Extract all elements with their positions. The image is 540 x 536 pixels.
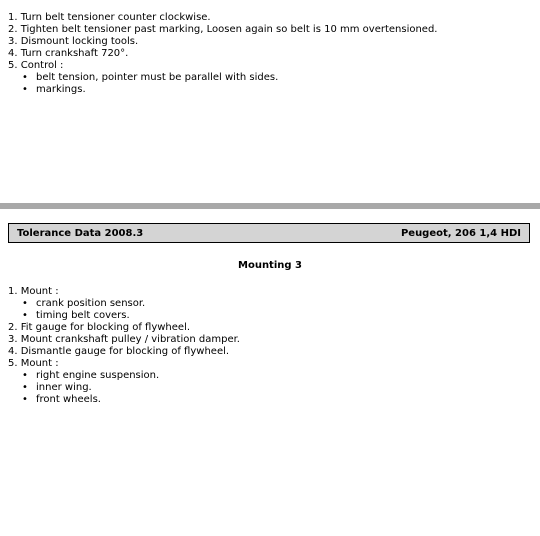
top-step-5-sublist xyxy=(8,72,532,96)
top-step-5 xyxy=(8,60,532,96)
bottom-step-5-label: 5. Mount : xyxy=(8,358,59,369)
header-vehicle: Peugeot, 206 1,4 HDI xyxy=(400,227,521,239)
header-source: Tolerance Data 2008.3 xyxy=(17,227,144,239)
top-step-5-item: • belt tension, pointer must be parallel with sides. xyxy=(22,72,532,84)
top-step-5-label: 5. Control : xyxy=(8,60,64,71)
section-divider xyxy=(0,203,540,209)
section-title: Mounting 3 xyxy=(238,260,302,271)
bottom-step-1-item: • timing belt covers. xyxy=(22,310,532,322)
top-step-1: 1. Turn belt tensioner counter clockwise. xyxy=(8,12,211,23)
bottom-step-1 xyxy=(8,286,532,322)
top-step-list xyxy=(8,12,532,96)
top-procedure xyxy=(8,12,532,96)
bottom-step-5 xyxy=(8,358,532,406)
bottom-step-list xyxy=(8,286,532,406)
bottom-step-5-item: • right engine suspension. xyxy=(22,370,532,382)
top-step-3: 3. Dismount locking tools. xyxy=(8,36,139,47)
bottom-step-4: 4. Dismantle gauge for blocking of flywheel. xyxy=(8,346,230,357)
bottom-step-1-label: 1. Mount : xyxy=(8,286,59,297)
document-header-bar xyxy=(8,223,530,243)
bottom-procedure xyxy=(8,286,532,406)
top-step-2: 2. Tighten belt tensioner past marking, Loosen again so belt is 10 mm overtensioned. xyxy=(8,24,438,35)
bottom-step-5-sublist xyxy=(8,370,532,406)
bottom-step-5-item: • front wheels. xyxy=(22,394,532,406)
top-step-4: 4. Turn crankshaft 720°. xyxy=(8,48,129,59)
top-step-5-item: • markings. xyxy=(22,84,532,96)
bottom-step-2: 2. Fit gauge for blocking of flywheel. xyxy=(8,322,191,333)
bottom-step-1-sublist xyxy=(8,298,532,322)
bottom-step-1-item: • crank position sensor. xyxy=(22,298,532,310)
bottom-step-5-item: • inner wing. xyxy=(22,382,532,394)
bottom-step-3: 3. Mount crankshaft pulley / vibration damper. xyxy=(8,334,240,345)
